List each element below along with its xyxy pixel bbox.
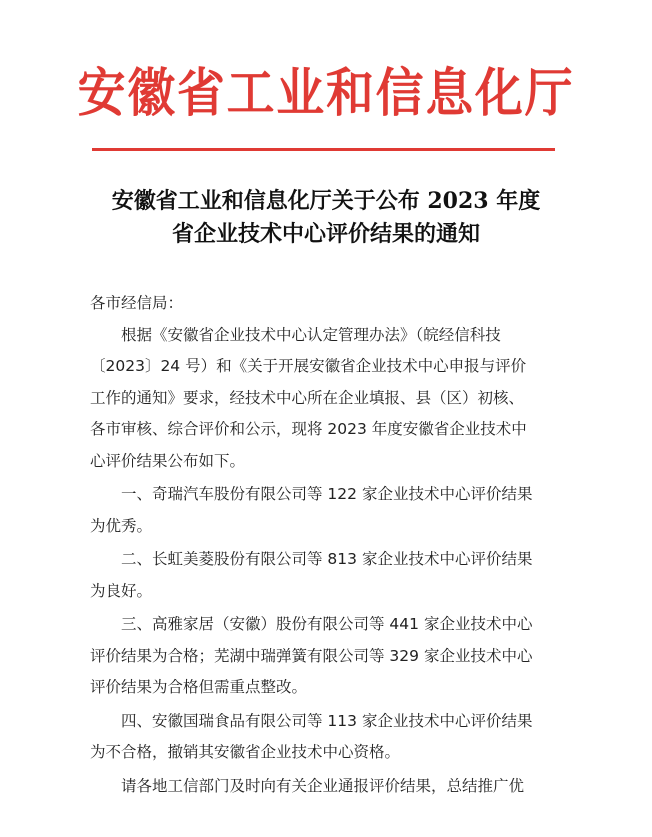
paragraph-line: 评价结果为合格但需重点整改。: [90, 678, 308, 696]
paragraph-line: 一、奇瑞汽车股份有限公司等 122 家企业技术中心评价结果: [121, 485, 533, 503]
paragraph-line: 为良好。: [90, 581, 153, 600]
paragraph-line: 三、高雅家居（安徽）股份有限公司等 441 家企业技术中心: [121, 615, 533, 633]
paragraph-line: 评价结果为合格；芜湖中瑞弹簧有限公司等 329 家企业技术中心: [90, 646, 533, 665]
paragraph-item-1: [90, 479, 560, 542]
paragraph-line: 根据《安徽省企业技术中心认定管理办法》（皖经信科技: [121, 325, 501, 344]
paragraph-line: 四、安徽国瑞食品有限公司等 113 家企业技术中心评价结果: [121, 711, 533, 730]
paragraph-line: 工作的通知》要求，经技术中心所在企业填报、县（区）初核、: [90, 388, 525, 407]
document-title-line-1: 安徽省工业和信息化厅关于公布 2023 年度: [111, 188, 541, 214]
paragraph-line: 为不合格，撤销其安徽省企业技术中心资格。: [90, 743, 401, 761]
paragraph-intro: [90, 320, 560, 478]
letterhead-org-name: 安徽省工业和信息化厅: [77, 63, 575, 124]
paragraph-item-2: [90, 544, 560, 607]
paragraph-closing: [90, 771, 560, 803]
paragraph-line: 为优秀。: [90, 516, 153, 535]
letterhead-red-rule: [92, 148, 555, 151]
paragraph-line: 心评价结果公布如下。: [90, 451, 246, 470]
paragraph-item-4: [90, 706, 560, 769]
paragraph-line: 各市审核、综合评价和公示，现将 2023 年度安徽省企业技术中: [90, 420, 527, 438]
salutation: 各市经信局：: [90, 294, 184, 312]
paragraph-item-3: [90, 609, 560, 704]
document-title-line-2: 省企业技术中心评价结果的通知: [171, 221, 480, 247]
paragraph-line: 二、长虹美菱股份有限公司等 813 家企业技术中心评价结果: [121, 550, 533, 568]
paragraph-line: 〔2023〕24 号）和《关于开展安徽省企业技术中心申报与评价: [90, 357, 527, 375]
document-title: [0, 185, 652, 251]
paragraph-line: 请各地工信部门及时向有关企业通报评价结果，总结推广优: [121, 776, 525, 795]
document-body: [90, 288, 560, 802]
